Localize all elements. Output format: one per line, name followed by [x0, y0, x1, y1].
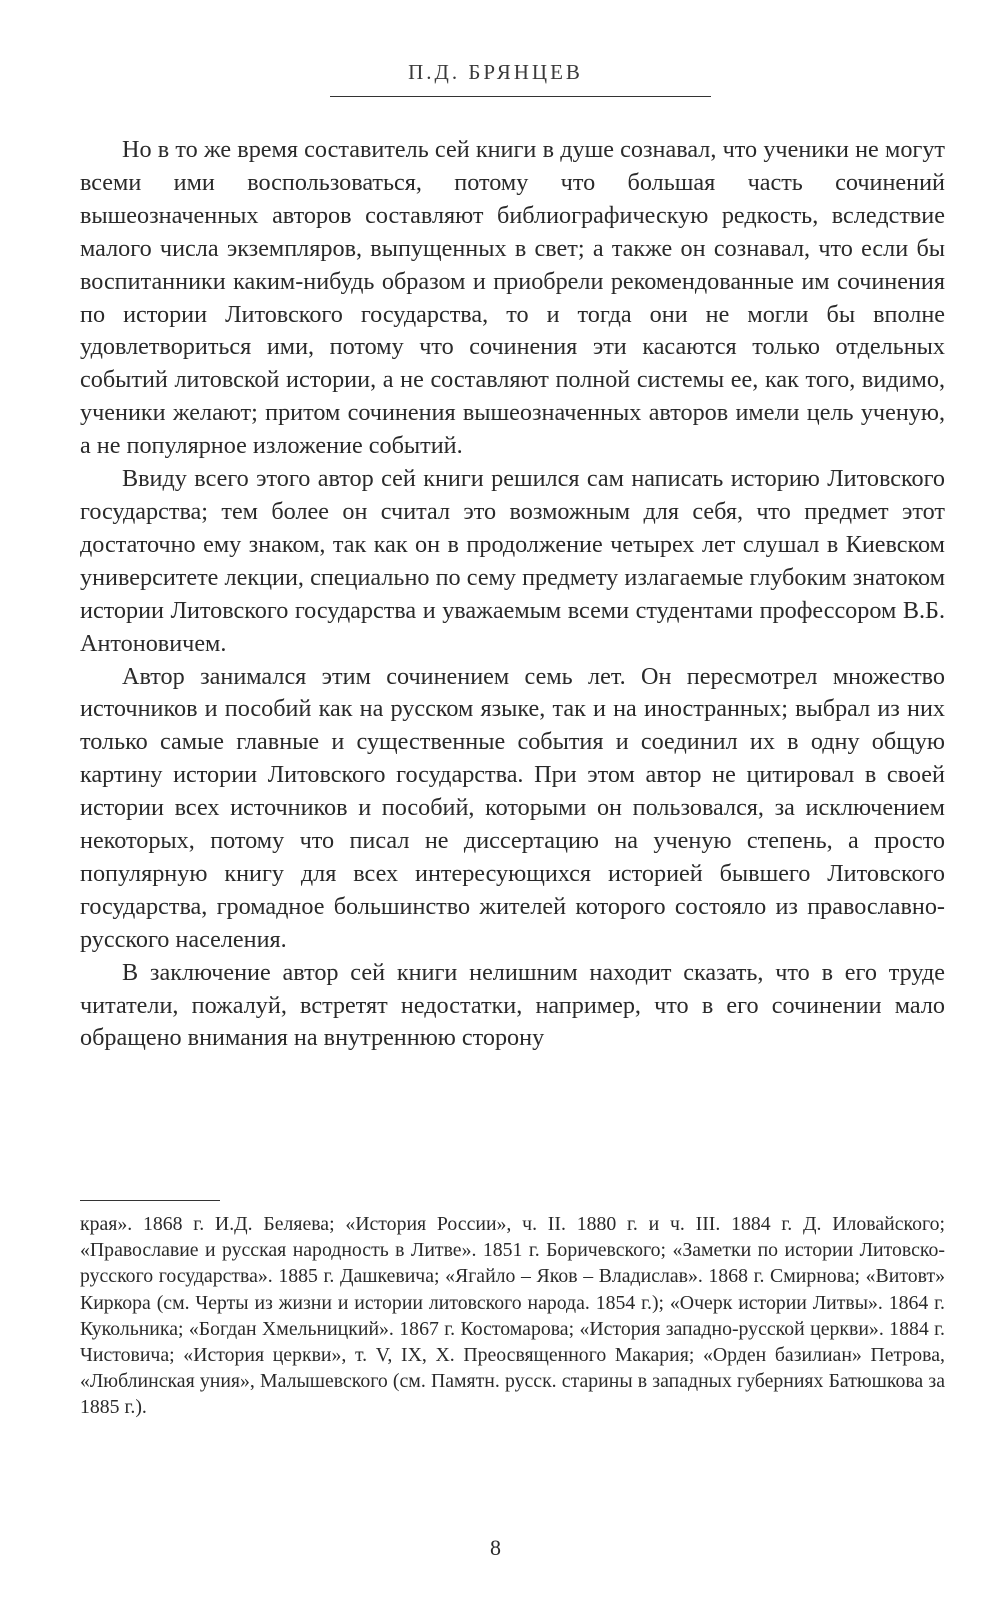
paragraph: В заключение автор сей книги нелишним находит сказать, что в его труде читатели, пожалуй, встретят недостатки, например, что в его сочинении мало обращено внимания на внутреннюю сторону [80, 958, 945, 1052]
page-number: 8 [490, 1535, 501, 1560]
running-head: П.Д. БРЯНЦЕВ [408, 60, 583, 84]
body-text [80, 134, 945, 1055]
footnote-rule [80, 1200, 220, 1201]
paragraph: Ввиду всего этого автор сей книги решился сам написать историю Литовского государства; тем более он считал это возможным для себя, что предмет этот достаточно ему знаком, так как он в продолжение четырех лет слушал в Киевском университете лекции, специально по сему предмету излагаемые глубоким знатоком истории Литовского государства и уважаемым всеми студентами профессором В.Б. Антоновичем. [80, 465, 945, 657]
footnote: края». 1868 г. И.Д. Беляева; «История России», ч. II. 1880 г. и ч. III. 1884 г. Д. Иловайского; «Православие и русская народность в Литве». 1851 г. Боричевского; «Заметки по истории Литовско-русского государства». 1885 г. Дашкевича; «Ягайло – Яков – Владислав». 1868 г. Смирнова; «Витовт» Киркора (см. Черты из жизни и истории литовского народа. 1854 г.); «Очерк истории Литвы». 1864 г. Кукольника; «Богдан Хмельницкий». 1867 г. Костомарова; «История западно-русской церкви». 1884 г. Чистовича; «История церкви», т. V, IX, X. Преосвященного Макария; «Орден базилиан» Петрова, «Люблинская уния», Малышевского (см. Памятн. русск. старины в западных губерниях Батюшкова за 1885 г.). [80, 1213, 945, 1419]
header-rule [330, 96, 711, 97]
paragraph: Автор занимался этим сочинением семь лет. Он пересмотрел множество источников и пособий как на русском языке, так и на иностранных; выбрал из них только самые главные и существенные события и соединил их в одну общую картину истории Литовского государства. При этом автор не цитировал в своей истории всех источников и пособий, которыми он пользовался, за исключением некоторых, потому что писал не диссертацию на ученую степень, а просто популярную книгу для всех интересующихся историей бывшего Литовского государства, громадное большинство жителей которого состояло из православно-русского населения. [80, 662, 945, 953]
paragraph: Но в то же время составитель сей книги в душе сознавал, что ученики не могут всеми ими воспользоваться, потому что большая часть сочинений вышеозначенных авторов составляют библиографическую редкость, вследствие малого числа экземпляров, выпущенных в свет; а также он сознавал, что если бы воспитанники каким-нибудь образом и приобрели рекомендованные им сочинения по истории Литовского государства, то и тогда они не могли бы вполне удовлетвориться ими, потому что сочинения эти касаются только отдельных событий литовской истории, а не составляют полной системы ее, как того, видимо, ученики желают; притом сочинения вышеозначенных авторов имели цель ученую, а не популярное изложение событий. [80, 136, 945, 460]
